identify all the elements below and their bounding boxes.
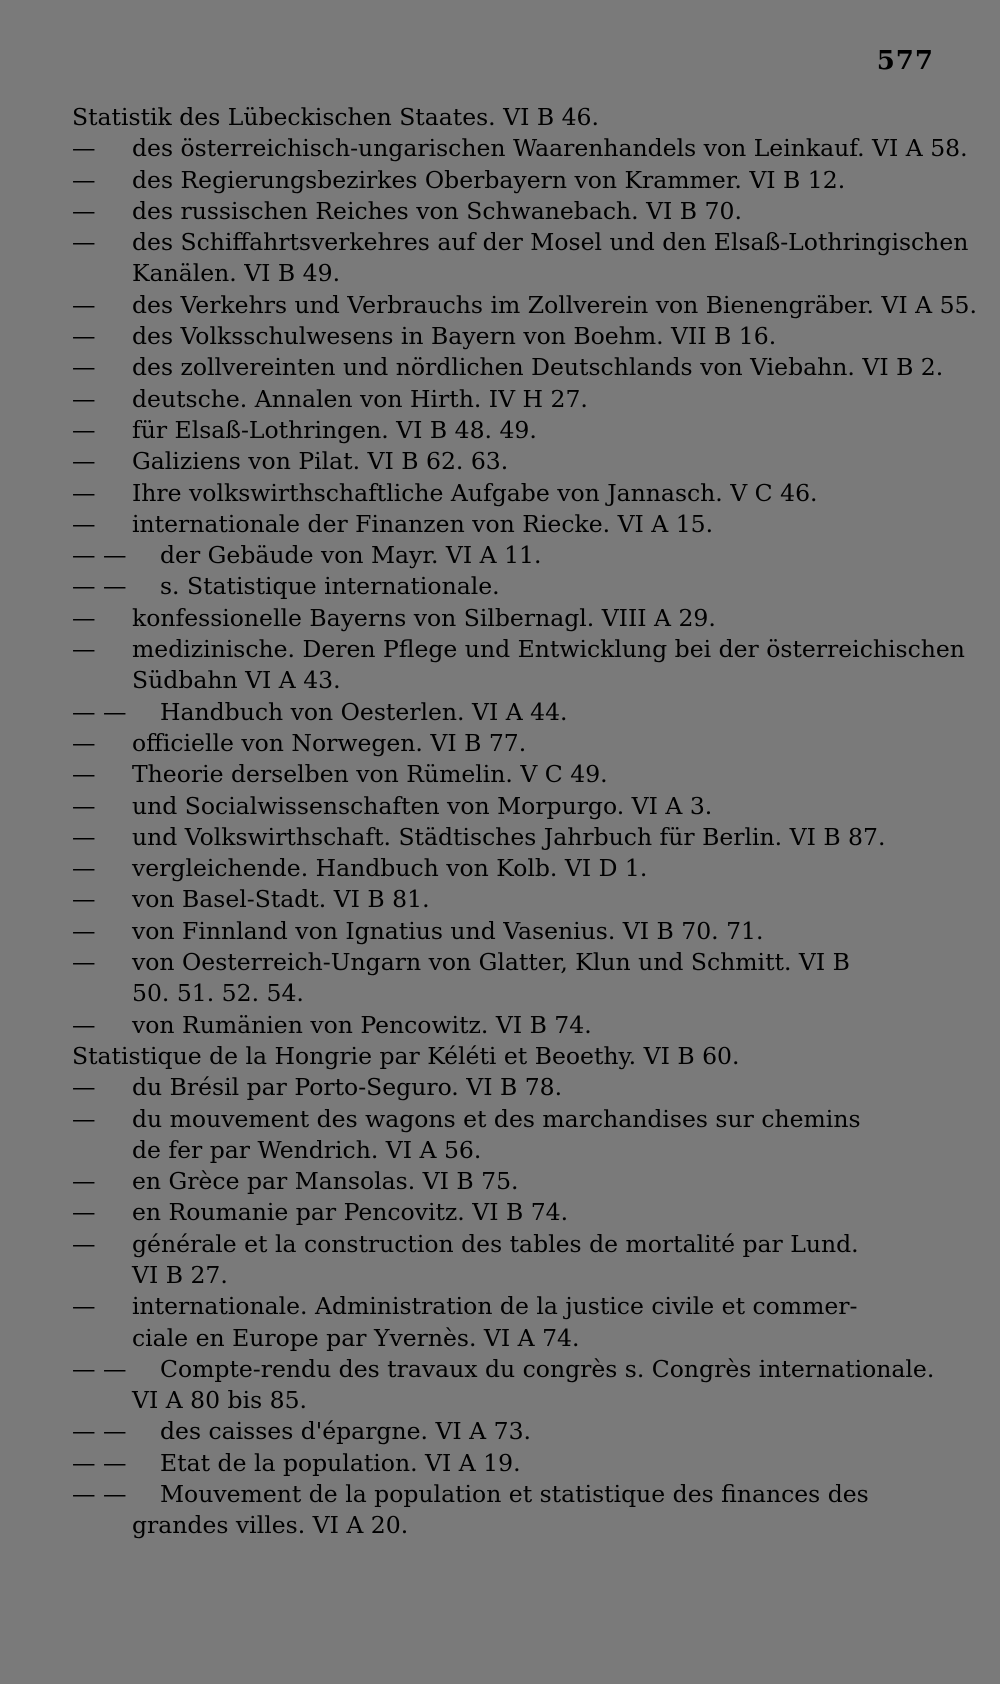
- entry-text: und Socialwissenschaften von Morpurgo. VI A 3.: [132, 791, 713, 820]
- entry-text: générale et la construction des tables de mortalité par Lund.: [132, 1229, 859, 1258]
- index-entry: [72, 415, 940, 446]
- index-entry: [72, 1291, 940, 1354]
- entry-dash: —: [72, 384, 96, 413]
- index-entry: [72, 133, 968, 164]
- index-entry: [72, 509, 940, 540]
- entry-dash: —: [72, 854, 96, 883]
- index-entry: [72, 1354, 940, 1417]
- entry-dash: —: [72, 1010, 96, 1039]
- entry-text: Theorie derselben von Rümelin. V C 49.: [132, 760, 608, 789]
- entry-text: für Elsaß-Lothringen. VI B 48. 49.: [132, 415, 537, 444]
- index-entry: [72, 822, 940, 853]
- entry-dash: —: [72, 415, 96, 444]
- entry-text: officielle von Norwegen. VI B 77.: [132, 728, 527, 757]
- entry-text: des österreichisch-ungarischen Waarenhandels von Leinkauf. VI A 58.: [132, 134, 968, 163]
- entry-continuation: VI A 80 bis 85.: [132, 1386, 307, 1415]
- entry-text: Galiziens von Pilat. VI B 62. 63.: [132, 447, 509, 476]
- entry-dash: —: [72, 822, 96, 851]
- entry-dash: —: [72, 196, 96, 225]
- entry-continuation: grandes villes. VI A 20.: [132, 1511, 409, 1540]
- entry-text: von Oesterreich-Ungarn von Glatter, Klun und Schmitt. VI B: [132, 948, 850, 977]
- index-entry: [72, 1166, 940, 1197]
- entry-dash: —: [72, 916, 96, 945]
- index-entry: [72, 1197, 940, 1228]
- index-entry: [72, 571, 940, 602]
- index-entry: [72, 1229, 940, 1292]
- entry-dash: —: [72, 134, 96, 163]
- index-entry: [72, 947, 940, 1010]
- entry-continuation: ciale en Europe par Yvernès. VI A 74.: [132, 1323, 580, 1352]
- entry-text: der Gebäude von Mayr. VI A 11.: [160, 541, 542, 570]
- page-number: 577: [876, 46, 934, 76]
- entry-text: du Brésil par Porto-Seguro. VI B 78.: [132, 1073, 563, 1102]
- entry-text: des Schiffahrtsverkehres auf der Mosel und den Elsaß-Lothringischen: [132, 228, 969, 257]
- index-entry: [72, 728, 940, 759]
- entry-text: Statistik des Lübeckischen Staates. VI B 46.: [72, 103, 599, 131]
- entry-dash: — —: [72, 697, 127, 726]
- entry-dash: —: [72, 509, 96, 538]
- index-entry: [72, 916, 940, 947]
- index-entry: [72, 478, 940, 509]
- index-entry: [72, 1072, 940, 1103]
- entry-text: internationale der Finanzen von Riecke. VI A 15.: [132, 509, 714, 538]
- index-entry: [72, 1448, 940, 1479]
- entry-dash: — —: [72, 1480, 127, 1509]
- entry-dash: —: [72, 353, 96, 382]
- index-list: [72, 102, 977, 1542]
- entry-dash: —: [72, 290, 96, 319]
- index-entry: [72, 321, 940, 352]
- entry-continuation: 50. 51. 52. 54.: [132, 979, 304, 1008]
- entry-text: en Grèce par Mansolas. VI B 75.: [132, 1167, 519, 1196]
- entry-continuation: de fer par Wendrich. VI A 56.: [132, 1135, 482, 1164]
- index-entry: [72, 603, 940, 634]
- index-entry: [72, 165, 940, 196]
- entry-dash: —: [72, 228, 96, 257]
- entry-text: Mouvement de la population et statistique des finances des: [160, 1480, 869, 1509]
- index-entry: [72, 697, 940, 728]
- index-entry: [72, 1010, 940, 1041]
- entry-text: des russischen Reiches von Schwanebach. VI B 70.: [132, 196, 742, 225]
- entry-dash: —: [72, 447, 96, 476]
- entry-text: von Finnland von Ignatius und Vasenius. VI B 70. 71.: [132, 916, 764, 945]
- entry-text: des Verkehrs und Verbrauchs im Zollverein von Bienengräber. VI A 55.: [132, 290, 977, 319]
- entry-dash: —: [72, 1198, 96, 1227]
- entry-dash: —: [72, 1229, 96, 1258]
- entry-text: des Volksschulwesens in Bayern von Boehm. VII B 16.: [132, 322, 777, 351]
- index-entry: [72, 853, 940, 884]
- index-entry: [72, 1104, 940, 1167]
- entry-text: vergleichende. Handbuch von Kolb. VI D 1.: [132, 854, 648, 883]
- entry-text: deutsche. Annalen von Hirth. IV H 27.: [132, 384, 588, 413]
- entry-dash: — —: [72, 1448, 127, 1477]
- entry-continuation: VI B 27.: [132, 1260, 228, 1289]
- index-entry: [72, 227, 969, 290]
- index-entry: [72, 884, 940, 915]
- index-entry: [72, 759, 940, 790]
- entry-dash: —: [72, 478, 96, 507]
- index-entry: [72, 1041, 940, 1072]
- index-entry: [72, 634, 965, 697]
- entry-text: s. Statistique internationale.: [160, 572, 500, 601]
- entry-dash: —: [72, 1292, 96, 1321]
- entry-dash: —: [72, 1167, 96, 1196]
- entry-dash: —: [72, 635, 96, 664]
- index-entry: [72, 446, 940, 477]
- entry-text: Compte-rendu des travaux du congrès s. Congrès internationale.: [160, 1354, 935, 1383]
- entry-text: des caisses d'épargne. VI A 73.: [160, 1417, 531, 1446]
- entry-dash: —: [72, 948, 96, 977]
- entry-text: von Rumänien von Pencowitz. VI B 74.: [132, 1010, 592, 1039]
- index-entry: [72, 290, 977, 321]
- entry-continuation: Kanälen. VI B 49.: [132, 259, 341, 288]
- entry-text: des Regierungsbezirkes Oberbayern von Krammer. VI B 12.: [132, 165, 846, 194]
- entry-dash: — —: [72, 541, 127, 570]
- entry-text: Ihre volkswirthschaftliche Aufgabe von Jannasch. V C 46.: [132, 478, 818, 507]
- entry-text: medizinische. Deren Pflege und Entwicklung bei der österreichischen: [132, 635, 965, 664]
- index-entry: [72, 384, 940, 415]
- entry-text: Handbuch von Oesterlen. VI A 44.: [160, 697, 568, 726]
- index-entry: [72, 196, 940, 227]
- entry-dash: —: [72, 728, 96, 757]
- index-entry: [72, 102, 940, 133]
- index-entry: [72, 791, 940, 822]
- entry-continuation: Südbahn VI A 43.: [132, 666, 341, 695]
- entry-text: konfessionelle Bayerns von Silbernagl. VIII A 29.: [132, 603, 716, 632]
- entry-dash: —: [72, 1104, 96, 1133]
- entry-text: des zollvereinten und nördlichen Deutschlands von Viebahn. VI B 2.: [132, 353, 944, 382]
- entry-dash: —: [72, 885, 96, 914]
- entry-text: internationale. Administration de la justice civile et commer-: [132, 1292, 858, 1321]
- entry-dash: —: [72, 791, 96, 820]
- index-entry: [72, 352, 944, 383]
- entry-dash: — —: [72, 1354, 127, 1383]
- index-entry: [72, 540, 940, 571]
- entry-dash: —: [72, 603, 96, 632]
- index-entry: [72, 1416, 940, 1447]
- entry-text: Etat de la population. VI A 19.: [160, 1448, 521, 1477]
- entry-dash: — —: [72, 1417, 127, 1446]
- entry-dash: —: [72, 760, 96, 789]
- entry-dash: —: [72, 322, 96, 351]
- entry-dash: —: [72, 1073, 96, 1102]
- entry-text: en Roumanie par Pencovitz. VI B 74.: [132, 1198, 569, 1227]
- entry-dash: —: [72, 165, 96, 194]
- entry-text: und Volkswirthschaft. Städtisches Jahrbuch für Berlin. VI B 87.: [132, 822, 886, 851]
- index-entry: [72, 1479, 940, 1542]
- entry-text: du mouvement des wagons et des marchandises sur chemins: [132, 1104, 861, 1133]
- entry-text: Statistique de la Hongrie par Kéléti et Beoethy. VI B 60.: [72, 1041, 740, 1070]
- entry-text: von Basel-Stadt. VI B 81.: [132, 885, 430, 914]
- entry-dash: — —: [72, 572, 127, 601]
